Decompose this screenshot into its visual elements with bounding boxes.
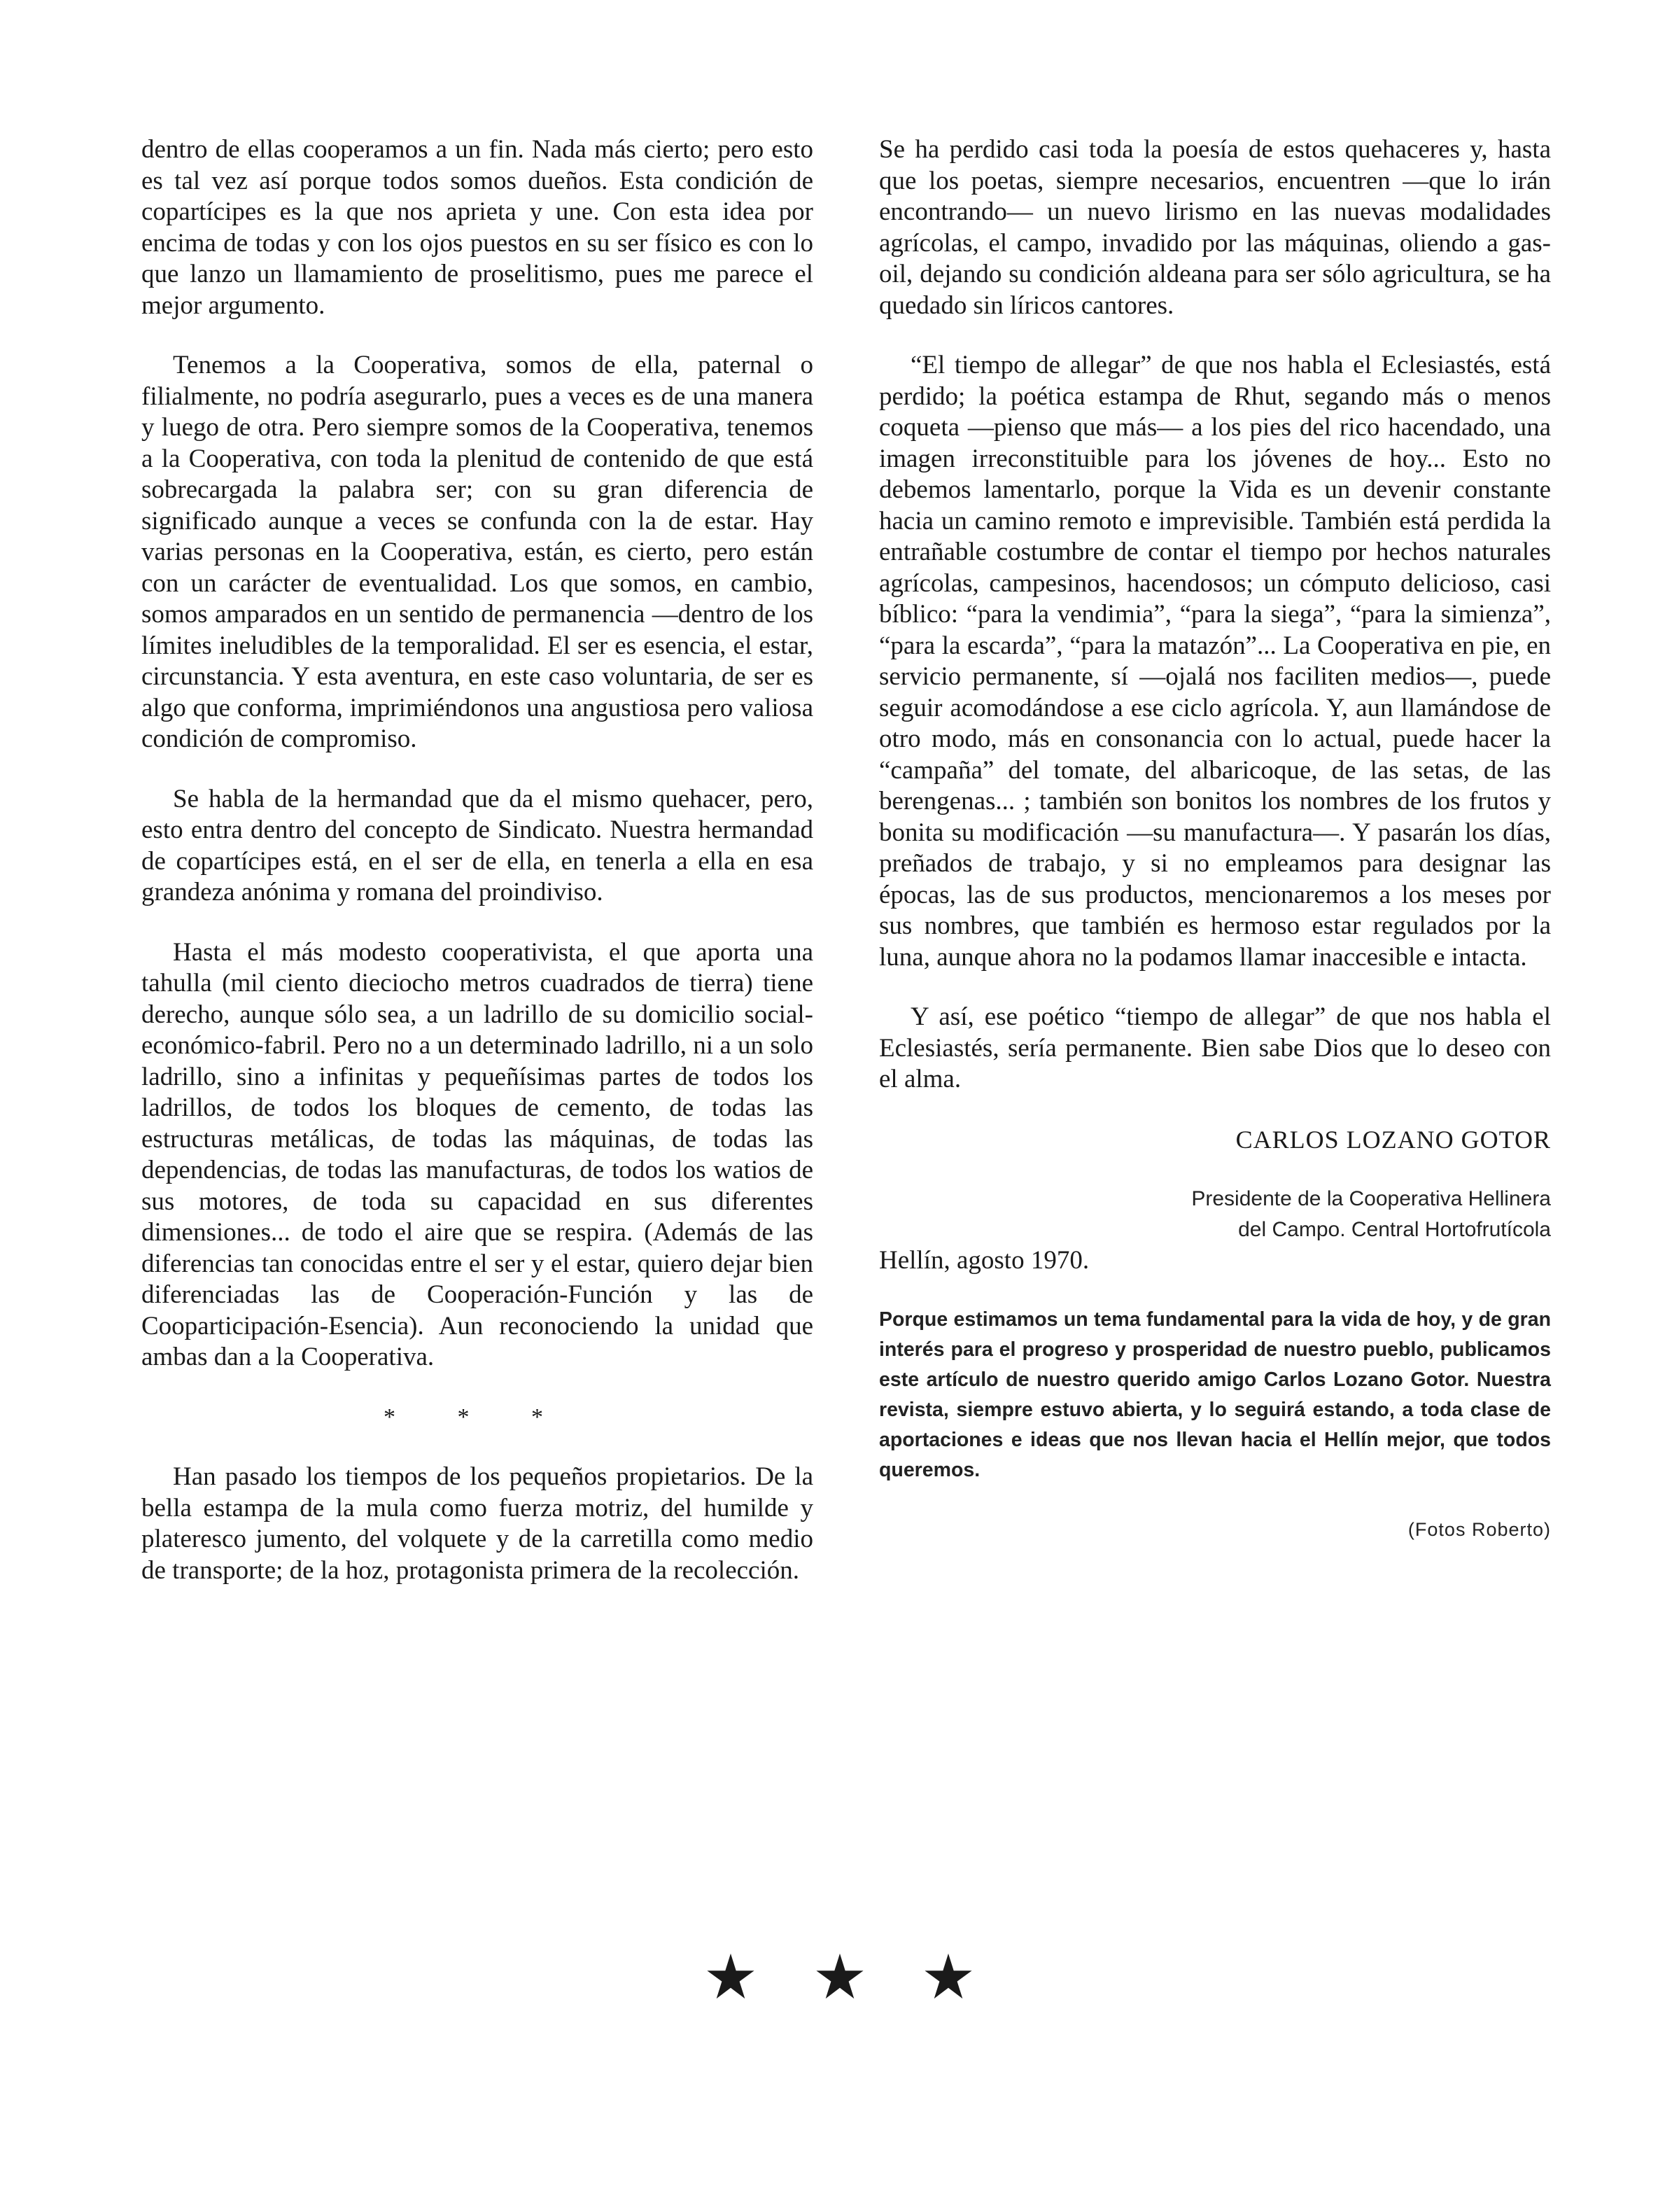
paragraph: dentro de ellas cooperamos a un fin. Nada más cierto; pero esto es tal vez así porque todos somos dueños. Esta condición de copartícipes es la que nos aprieta y une. Con esta idea por encima de todas y con los ojos puestos en su ser físico es con lo que lanzo un llamamiento de proselitismo, pues me parece el mejor argumento. xyxy=(141,135,813,320)
left-column xyxy=(141,134,813,1615)
author-role xyxy=(879,1184,1551,1245)
paragraph: Se habla de la hermandad que da el mismo quehacer, pero, esto entra dentro del concepto de Sindicato. Nuestra hermandad de copartícipes está, en el ser de ella, en tenerla a ella en esa grandeza anónima y romana del proindiviso. xyxy=(141,784,813,906)
editor-note: Porque estimamos un tema fundamental para la vida de hoy, y de gran interés para el progreso y prosperidad de nuestro pueblo, publicamos este artículo de nuestro querido amigo Carlos Lozano Gotor. Nuestra revista, siempre estuvo abierta, y lo seguirá estando, a toda clase de aportaciones e ideas que nos llevan hacia el Hellín mejor, que todos queremos. xyxy=(879,1308,1551,1481)
star-icon xyxy=(924,1953,973,2001)
author-role-line: del Campo. Central Hortofrutícola xyxy=(1238,1217,1551,1241)
right-column xyxy=(879,134,1551,1574)
section-separator: * * * xyxy=(384,1404,571,1430)
paragraph: Tenemos a la Cooperativa, somos de ella, paternal o filialmente, no podría asegurarlo, pues a veces es de una manera y luego de otra. Pero siempre somos de la Cooperativa, tenemos a la Cooperativa, con toda la plenitud de contenido de que está sobrecargada la palabra ser; con su gran diferencia de significado aunque a veces se confunda con la de estar. Hay varias personas en la Cooperativa, están, es cierto, pero están con un carácter de eventualidad. Los que somos, en cambio, somos amparados en un sentido de permanencia —dentro de los límites ineludibles de la temporalidad. El ser es esencia, el estar, circunstancia. Y esta aventura, en este caso voluntaria, de ser es algo que conforma, imprimiéndonos una angustiosa pero valiosa condición de compromiso. xyxy=(141,351,813,753)
paragraph: “El tiempo de allegar” de que nos habla el Eclesiastés, está perdido; la poética estampa de Rhut, segando más o menos coqueta —pienso que más— a los pies del rico hacendado, una imagen irreconstituible para los jóvenes de hoy... Esto no debemos lamentarlo, porque la Vida es un devenir constante hacia un camino remoto e imprevisible. También está perdida la entrañable costumbre de contar el tiempo por hechos naturales agrícolas, campesinos, hacendosos; un cómputo delicioso, casi bíblico: “para la vendimia”, “para la siega”, “para la simienza”, “para la escarda”, “para la matazón”... La Cooperativa en pie, en servicio permanente, sí —ojalá nos faciliten medios—, puede seguir acomodándose a ese ciclo agrícola. Y, aun llamándose de otro modo, más en consonancia con lo actual, puede hacer la “campaña” del tomate, del albaricoque, de las setas, de las berengenas... ; también son bonitos los nombres de los frutos y bonita su modificación —su manufactura—. Y pasarán los días, preñados de trabajo, y si no empleamos para designar las épocas, las de sus productos, mencionaremos a los meses por sus nombres, que también es hermoso estar regulados por la luna, aunque ahora no la podamos llamar inaccesible e intacta. xyxy=(879,351,1551,972)
paragraph: Se ha perdido casi toda la poesía de estos quehaceres y, hasta que los poetas, siempre necesarios, encuentren —que lo irán encontrando— un nuevo lirismo en las nuevas modalidades agrícolas, el campo, invadido por las máquinas, oliendo a gas-oil, dejando su condición aldeana para ser sólo agricultura, se ha quedado sin líricos cantores. xyxy=(879,135,1551,320)
place-date: Hellín, agosto 1970. xyxy=(879,1245,1090,1275)
paragraph: Hasta el más modesto cooperativista, el que aporta una tahulla (mil ciento dieciocho metros cuadrados de tierra) tiene derecho, aunque sólo sea, a un ladrillo de su domicilio social-económico-fabril. Pero no a un determinado ladrillo, ni a un solo ladrillo, sino a infinitas y pequeñísimas partes de todos los ladrillos, de todos los bloques de cemento, de todas las estructuras metálicas, de todas las máquinas, de todas las dependencias, de todas las manufacturas, de todos los watios de sus motores, de toda su capacidad en sus diferentes dimensiones... de todo el aire que se respira. (Además de las diferencias tan conocidas entre el ser y el estar, quiero dejar bien diferenciadas las de Cooperación-Función y las de Cooparticipación-Esencia). Aun reconociendo la unidad que ambas dan a la Cooperativa. xyxy=(141,937,813,1371)
paragraph: Y así, ese poético “tiempo de allegar” de que nos habla el Eclesiastés, sería permanente. Bien sabe Dios que lo deseo con el alma. xyxy=(879,1002,1551,1093)
footer-ornament xyxy=(0,1953,1679,2003)
paragraph: Han pasado los tiempos de los pequeños propietarios. De la bella estampa de la mula como fuerza motriz, del humilde y plateresco jumento, del volquete y de la carretilla como medio de transporte; de la hoz, protagonista primera de la recolección. xyxy=(141,1462,813,1585)
author-name: CARLOS LOZANO GOTOR xyxy=(1235,1125,1551,1154)
author-role-line: Presidente de la Cooperativa Hellinera xyxy=(1191,1186,1551,1210)
photo-credit: (Fotos Roberto) xyxy=(1407,1519,1551,1540)
star-icon xyxy=(815,1953,864,2001)
star-icon xyxy=(706,1953,755,2001)
